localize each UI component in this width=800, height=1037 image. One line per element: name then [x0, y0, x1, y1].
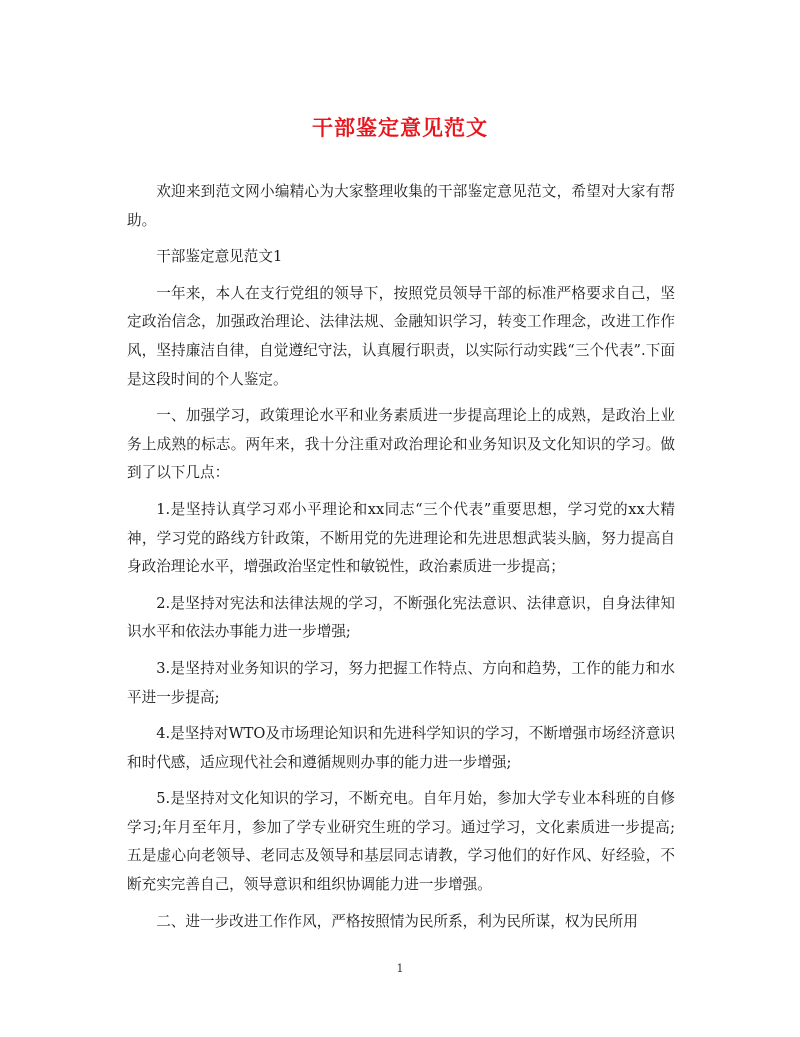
page-number: 1 — [396, 962, 404, 975]
list-item: 4.是坚持对WTO及市场理论知识和先进科学知识的学习，不断增强市场经济意识和时代感，适应现代社会和遵循规则办事的能力进一步增强; — [127, 725, 675, 771]
intro-paragraph: 欢迎来到范文网小编精心为大家整理收集的干部鉴定意见范文，希望对大家有帮助。 — [127, 183, 675, 229]
body-paragraph: 二、进一步改进工作作风，严格按照情为民所系，利为民所谋，权为民所用 — [156, 912, 638, 930]
list-item: 3.是坚持对业务知识的学习，努力把握工作特点、方向和趋势，工作的能力和水平进一步提高; — [127, 659, 675, 706]
list-item: 2.是坚持对宪法和法律法规的学习，不断强化宪法意识、法律意识，自身法律知识水平和依法办事能力进一步增强; — [127, 594, 675, 641]
list-item: 1.是坚持认真学习邓小平理论和xx同志“三个代表”重要思想，学习党的xx大精神，学习党的路线方针政策，不断用党的先进理论和先进思想武装头脑，努力提高自身政治理论水平，增强政治坚定性和敏锐性，政治素质进一步提高； — [127, 500, 675, 576]
page-title: 干部鉴定意见范文 — [312, 115, 488, 140]
body-paragraph: 一年来，本人在支行党组的领导下，按照党员领导干部的标准严格要求自己，坚定政治信念，加强政治理论、法律法规、金融知识学习，转变工作理念，改进工作作风，坚持廉洁自律，自觉遵纪守法，认真履行职责，以实际行动实践“三个代表”.下面是这段时间的个人鉴定。 — [127, 284, 675, 388]
document-body — [127, 178, 675, 944]
body-paragraph: 一、加强学习，政策理论水平和业务素质进一步提高理论上的成熟，是政治上业务上成熟的标志。两年来，我十分注重对政治理论和业务知识及文化知识的学习。做到了以下几点： — [127, 407, 675, 482]
list-item: 5.是坚持对文化知识的学习，不断充电。自年月始，参加大学专业本科班的自修学习;年月至年月，参加了学专业研究生班的学习。通过学习，文化素质进一步提高;五是虚心向老领导、老同志及领导和基层同志请教，学习他们的好作风、好经验，不断充实完善自己，领导意识和组织协调能力进一步增强。 — [127, 790, 675, 894]
section-heading: 干部鉴定意见范文1 — [156, 248, 283, 266]
